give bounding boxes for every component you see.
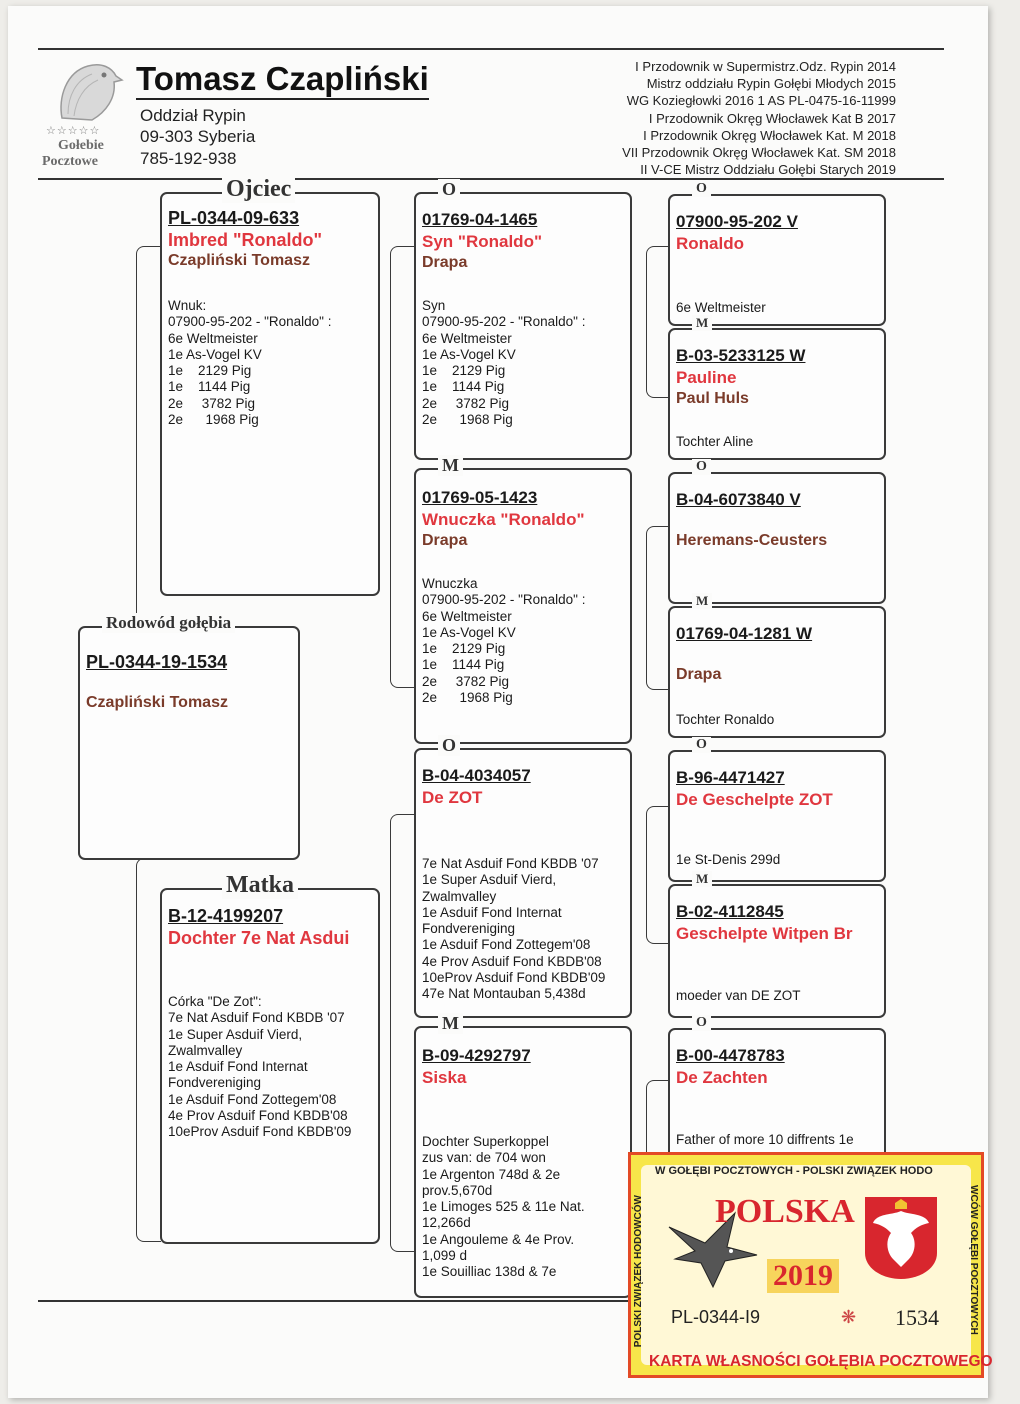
ff-ring: 01769-04-1465: [422, 210, 538, 229]
postal-address: 09-303 Syberia: [140, 127, 256, 146]
achievement: I Przodownik Okręg Włocławek Kat. M 2018: [643, 127, 896, 143]
mm-legend: M: [438, 1013, 463, 1034]
connector-mother: [136, 858, 161, 1242]
father-breeder: Czapliński Tomasz: [168, 252, 310, 269]
fmm-ring: 01769-04-1281 W: [676, 624, 813, 643]
father-box: [160, 176, 380, 596]
fmm-box: [668, 593, 886, 738]
fff-notes: 6e Weltmeister: [676, 300, 766, 315]
fm-ring: 01769-05-1423: [422, 488, 538, 507]
mf-notes: 7e Nat Asduif Fond KBDB '07 1e Super Asduif Vierd, Zwalmvalley 1e Asduif Fond Internat Fondvereniging 1e Asduif Fond Zottegem'08 4e Prov Asduif Fond KBDB'08 10eProv Asduif Fond KBDB'09 47e Nat Montauban 5,438d: [422, 856, 606, 1002]
mf-ring: B-04-4034057: [422, 766, 531, 785]
ff-legend: O: [438, 179, 460, 200]
mother-box: [160, 872, 380, 1244]
mmf-ring: B-00-4478783: [676, 1046, 785, 1065]
mmf-name: De Zachten: [676, 1068, 768, 1087]
connector-ff-parents: [646, 246, 669, 398]
mf-box: [414, 735, 632, 1018]
ownership-card: [628, 1152, 993, 1378]
mfm-notes: moeder van DE ZOT: [676, 988, 801, 1003]
mff-ring: B-96-4471427: [676, 768, 785, 787]
mf-legend: O: [438, 735, 460, 756]
fmm-legend: M: [692, 593, 712, 609]
card-ring-number: 1534: [895, 1305, 939, 1330]
fm-notes: Wnuczka 07900-95-202 - "Ronaldo" : 6e Weltmeister 1e As-Vogel KV 1e 2129 Pig 1e 1144 Pig 2e 3782 Pig 2e 1968 Pig: [422, 576, 586, 706]
ff-name: Syn "Ronaldo": [422, 232, 543, 251]
branch: Oddział Rypin: [140, 106, 246, 125]
mff-name: De Geschelpte ZOT: [676, 790, 833, 809]
fmf-breeder: Heremans-Ceusters: [676, 532, 828, 549]
achievement: I Przodownik Okręg Włocławek Kat B 2017: [648, 110, 896, 126]
mfm-name: Geschelpte Witpen Br: [676, 924, 853, 943]
connector-fm-parents: [646, 526, 669, 690]
ff-notes: Syn 07900-95-202 - "Ronaldo" : 6e Weltmeister 1e As-Vogel KV 1e 2129 Pig 1e 1144 Pig 2e 3782 Pig 2e 1968 Pig: [422, 298, 586, 428]
ff-breeder: Drapa: [422, 254, 468, 271]
subject-breeder: Czapliński Tomasz: [86, 694, 228, 711]
mff-legend: O: [692, 737, 711, 753]
achievement: WG Koziegłowki 2016 1 AS PL-0475-16-11999: [626, 93, 896, 109]
ffm-ring: B-03-5233125 W: [676, 346, 806, 365]
phone: 785-192-938: [140, 149, 237, 168]
ffm-legend: M: [692, 315, 712, 331]
fmm-notes: Tochter Ronaldo: [676, 712, 775, 727]
fm-name: Wnuczka "Ronaldo": [422, 510, 585, 529]
ffm-box: [668, 315, 886, 460]
achievement: II V-CE Mistrz Oddziału Gołębi Starych 2019: [640, 162, 896, 178]
mf-name: De ZOT: [422, 788, 483, 807]
card-bottom-text: KARTA WŁASNOŚCI GOŁĘBIA POCZTOWEGO: [649, 1353, 993, 1370]
fff-legend: O: [692, 181, 711, 197]
top-rule: [38, 48, 944, 50]
connector-father-parents: [390, 246, 415, 688]
father-ring: PL-0344-09-633: [168, 208, 300, 228]
mmf-box: [668, 1015, 886, 1160]
fff-box: [668, 181, 886, 326]
mm-name: Siska: [422, 1068, 467, 1087]
fm-legend: M: [438, 455, 463, 476]
fm-breeder: Drapa: [422, 532, 468, 549]
card-top-text: W GOŁĘBI POCZTOWYCH - POLSKI ZWIĄZEK HODO: [655, 1165, 933, 1177]
card-left-text: POLSKI ZWIĄZEK HODOWCÓW: [633, 1195, 644, 1348]
pigeon-head-icon: [54, 58, 124, 126]
subject-legend: Rodowód gołębia: [102, 613, 235, 633]
ff-box: [414, 179, 632, 460]
logo-text-1: Gołebie: [58, 138, 104, 153]
mmf-notes: Father of more 10 diffrents 1e: [676, 1132, 854, 1147]
mm-box: [414, 1013, 632, 1298]
stars-icon: ☆☆☆☆☆: [46, 124, 101, 137]
ffm-breeder: Paul Huls: [676, 390, 749, 407]
fmf-legend: O: [692, 459, 711, 475]
fff-ring: 07900-95-202 V: [676, 212, 798, 231]
owner-name: Tomasz Czapliński: [136, 60, 429, 100]
card-year: 2019: [767, 1259, 839, 1293]
card-ring-prefix: PL-0344-I9: [671, 1307, 761, 1327]
connector-mm-parents: [646, 1080, 669, 1162]
polish-eagle-icon: [863, 1193, 939, 1281]
achievement: VII Przodownik Okręg Włocławek Kat. SM 2018: [622, 145, 896, 161]
connector-mother-parents: [390, 814, 415, 1252]
logo: [42, 58, 132, 170]
achievement: I Przodownik w Supermistrz.Odz. Rypin 2014: [635, 59, 896, 74]
bottom-rule: [38, 1300, 638, 1302]
achievement: Mistrz oddziału Rypin Gołębi Młodych 2015: [646, 76, 896, 92]
subject-box: [78, 613, 300, 860]
fmm-breeder: Drapa: [676, 666, 722, 683]
fm-box: [414, 455, 632, 744]
mff-box: [668, 737, 886, 882]
mother-name: Dochter 7e Nat Asdui: [168, 928, 350, 948]
mfm-ring: B-02-4112845: [676, 902, 784, 921]
fmf-box: [668, 459, 886, 604]
card-country: POLSKA: [715, 1193, 855, 1230]
mm-ring: B-09-4292797: [422, 1046, 531, 1065]
ffm-notes: Tochter Aline: [676, 434, 754, 449]
mother-legend: Matka: [222, 872, 298, 899]
logo-text-2: Pocztowe: [42, 154, 98, 169]
connector-father: [136, 246, 161, 630]
subject-ring: PL-0344-19-1534: [86, 652, 228, 672]
fff-name: Ronaldo: [676, 234, 744, 253]
card-right-text: WCÓW GOŁĘBI POCZTOWYCH: [968, 1185, 979, 1335]
mother-ring: B-12-4199207: [168, 906, 284, 926]
connector-mf-parents: [646, 806, 669, 944]
mm-notes: Dochter Superkoppel zus van: de 704 won 1e Argenton 748d & 2e prov.5,670d 1e Limoges 525 & 11e Nat. 12,266d 1e Angouleme & 4e Prov. 1,099 d 1e Souilliac 138d & 7e: [422, 1134, 585, 1280]
achievements: [622, 58, 896, 178]
header-rule: [38, 178, 944, 180]
mff-notes: 1e St-Denis 299d: [676, 852, 781, 867]
mmf-legend: O: [692, 1015, 711, 1031]
card-ring-separator: ❋: [841, 1307, 857, 1327]
mfm-legend: M: [692, 871, 712, 887]
father-notes: Wnuk: 07900-95-202 - "Ronaldo" : 6e Weltmeister 1e As-Vogel KV 1e 2129 Pig 1e 1144 Pig 2e 3782 Pig 2e 1968 Pig: [168, 298, 332, 428]
father-name: Imbred "Ronaldo": [168, 230, 323, 250]
mfm-box: [668, 871, 886, 1018]
mother-notes: Córka "De Zot": 7e Nat Asduif Fond KBDB '07 1e Super Asduif Vierd, Zwalmvalley 1e Asduif Fond Internat Fondvereniging 1e Asduif Fond Zottegem'08 4e Prov Asduif Fond KBDB'08 10eProv Asduif Fond KBDB'09: [168, 994, 352, 1140]
fmf-ring: B-04-6073840 V: [676, 490, 801, 509]
father-legend: Ojciec: [222, 176, 295, 203]
ffm-name: Pauline: [676, 368, 737, 387]
